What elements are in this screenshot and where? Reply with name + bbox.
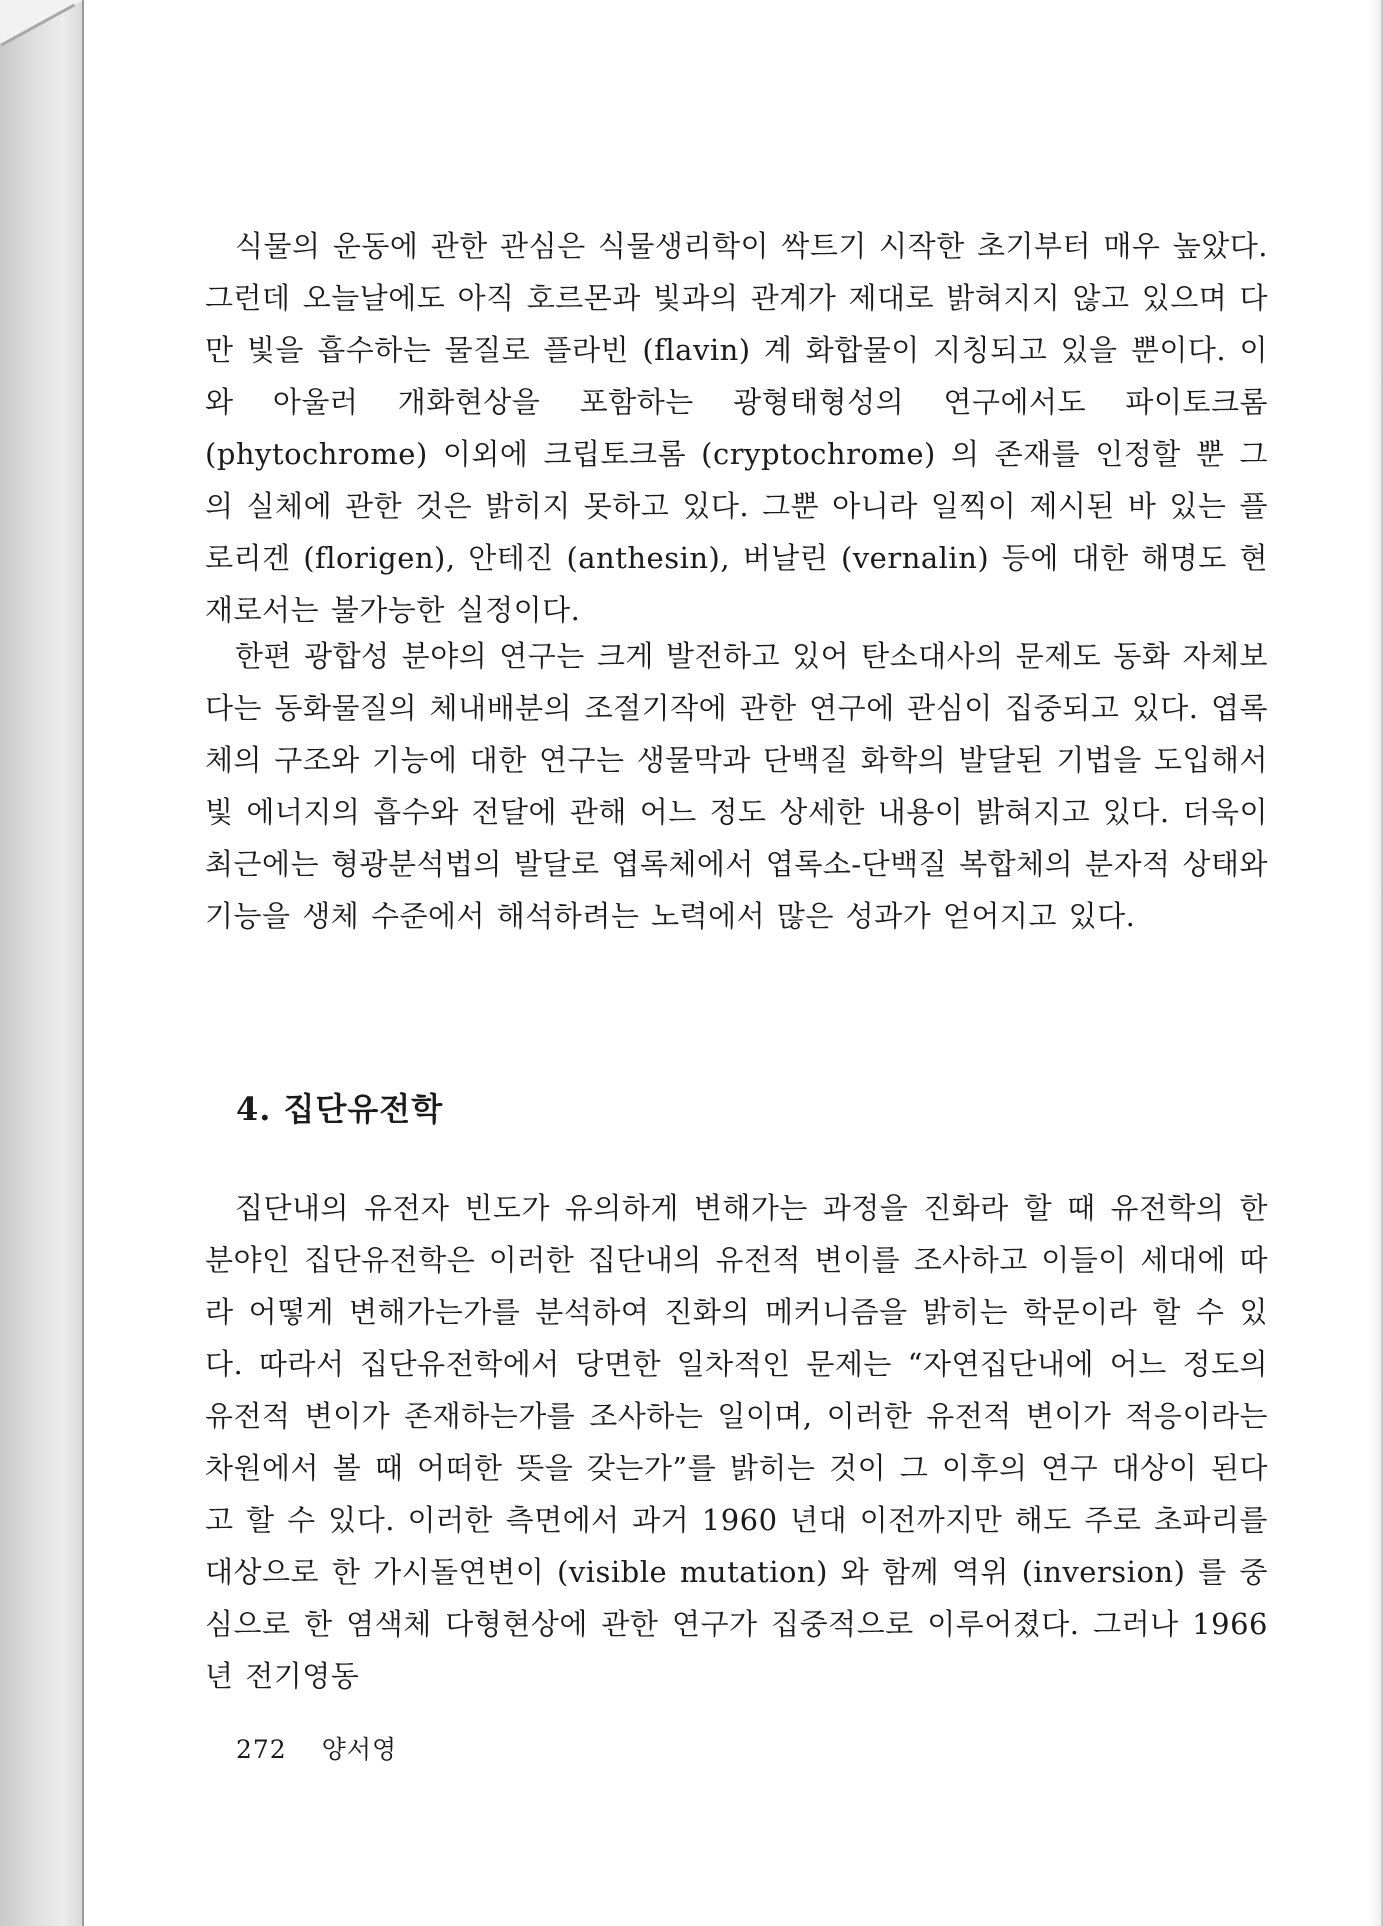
- book-spine: [0, 0, 84, 1926]
- page-number: 272: [236, 1735, 287, 1764]
- section-title: 4. 집단유전학: [236, 1090, 444, 1128]
- paragraph: 집단내의 유전자 빈도가 유의하게 변해가는 과정을 진화라 할 때 유전학의 한 분야인 집단유전학은 이러한 집단내의 유전적 변이를 조사하고 이들이 세대에 따라 어떻게 변해가는가를 분석하여 진화의 메커니즘을 밝히는 학문이라 할 수 있다. 따라서 집단유전학에서 당면한 일차적인 문제는 “자연집단내에 어느 정도의 유전적 변이가 존재하는가를 조사하는 일이며, 이러한 유전적 변이가 적응이라는 차원에서 볼 때 어떠한 뜻을 갖는가”를 밝히는 것이 그 이후의 연구 대상이 된다고 할 수 있다. 이러한 측면에서 과거 1960 년대 이전까지만 해도 주로 초파리를 대상으로 한 가시돌연변이 (visible mutation) 와 함께 역위 (inversion) 를 중심으로 한 염색체 다형현상에 관한 연구가 집중적으로 이루어졌다. 그러나 1966 년 전기영동: [205, 1191, 1268, 1693]
- paragraph-block-3: [205, 1182, 1268, 1702]
- page-edge-shadow: [1369, 0, 1383, 1926]
- paragraph: 식물의 운동에 관한 관심은 식물생리학이 싹트기 시작한 초기부터 매우 높았다. 그런데 오늘날에도 아직 호르몬과 빛과의 관계가 제대로 밝혀지지 않고 있으며 다만 빛을 흡수하는 물질로 플라빈 (flavin) 계 화합물이 지칭되고 있을 뿐이다. 이와 아울러 개화현상을 포함하는 광형태형성의 연구에서도 파이토크롬 (phytochrome) 이외에 크립토크롬 (cryptochrome) 의 존재를 인정할 뿐 그의 실체에 관한 것은 밝히지 못하고 있다. 그뿐 아니라 일찍이 제시된 바 있는 플로리겐 (florigen), 안테진 (anthesin), 버날린 (vernalin) 등에 대한 해명도 현재로서는 불가능한 실정이다.: [205, 229, 1268, 627]
- paragraph-block-2: [205, 630, 1268, 942]
- paragraph-block-1: [205, 220, 1268, 636]
- page-footer: [236, 1730, 423, 1766]
- paragraph: 한편 광합성 분야의 연구는 크게 발전하고 있어 탄소대사의 문제도 동화 자체보다는 동화물질의 체내배분의 조절기작에 관한 연구에 관심이 집중되고 있다. 엽록체의 구조와 기능에 대한 연구는 생물막과 단백질 화학의 발달된 기법을 도입해서 빛 에너지의 흡수와 전달에 관해 어느 정도 상세한 내용이 밝혀지고 있다. 더욱이 최근에는 형광분석법의 발달로 엽록체에서 엽록소-단백질 복합체의 분자적 상태와 기능을 생체 수준에서 해석하려는 노력에서 많은 성과가 얻어지고 있다.: [205, 639, 1268, 933]
- author-name: 양서영: [321, 1735, 398, 1764]
